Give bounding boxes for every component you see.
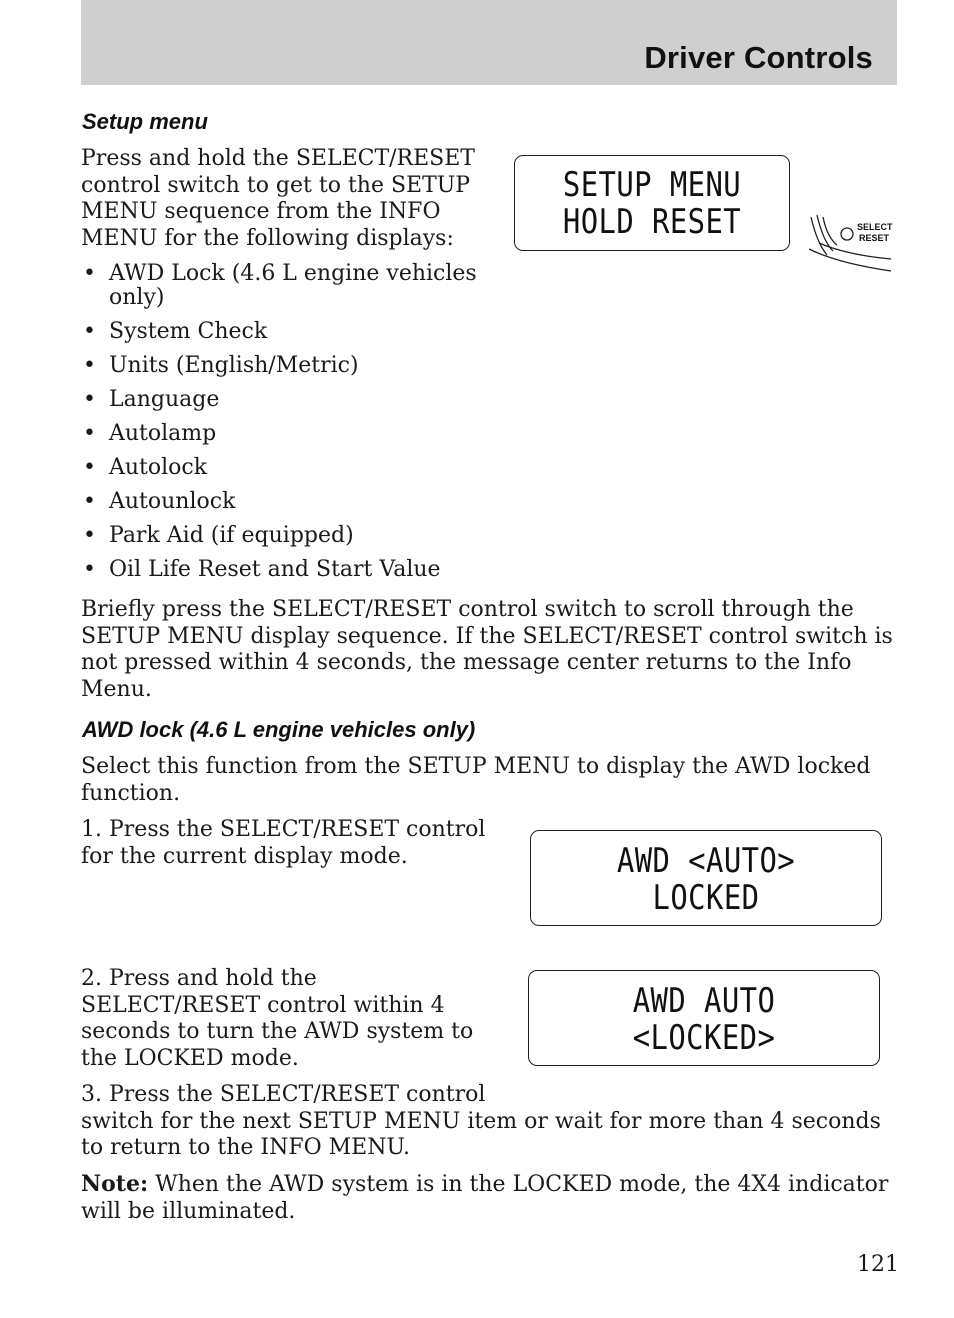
display-line-1: AWD <AUTO>: [616, 841, 796, 881]
list-item: • Language: [81, 388, 501, 412]
select-reset-button-icon: [841, 228, 853, 240]
display-line-1: AWD AUTO: [632, 981, 776, 1021]
note-label: Note:: [81, 1171, 149, 1197]
awd-step-1: 1. Press the SELECT/RESET control for the current display mode.: [81, 817, 486, 869]
list-item: • Oil Life Reset and Start Value: [81, 558, 501, 582]
awd-auto-display: [530, 830, 882, 926]
display-line-2: HOLD RESET: [562, 202, 742, 242]
list-item: • Park Aid (if equipped): [81, 524, 501, 548]
awd-step-3-first-line: 3. Press the SELECT/RESET control: [81, 1082, 486, 1107]
note-text: When the AWD system is in the LOCKED mode, the 4X4 indicator will be illuminated.: [81, 1172, 889, 1224]
switch-label-reset: RESET: [859, 233, 890, 243]
awd-step-3-rest: switch for the next SETUP MENU item or wait for more than 4 seconds to return to the INFO MENU.: [81, 1108, 881, 1160]
awd-step-2: 2. Press and hold the SELECT/RESET control within 4 seconds to turn the AWD system to the LOCKED mode.: [81, 966, 474, 1071]
page-number: 121: [857, 1252, 899, 1277]
setup-menu-heading: Setup menu: [82, 109, 208, 134]
list-item: • Autolock: [81, 456, 501, 480]
awd-lock-heading: AWD lock (4.6 L engine vehicles only): [82, 717, 476, 742]
list-item: • Autolamp: [81, 422, 501, 446]
setup-menu-intro: Press and hold the SELECT/RESET control switch to get to the SETUP MENU sequence from the INFO MENU for the following displays:: [81, 146, 475, 251]
display-line-2: LOCKED: [652, 878, 760, 918]
setup-menu-scroll-text: Briefly press the SELECT/RESET control switch to scroll through the SETUP MENU display sequence. If the SELECT/RESET control switch is not pressed within 4 seconds, the message center returns to the Info Menu.: [81, 597, 893, 702]
setup-menu-list: [81, 262, 501, 592]
select-reset-switch-illustration: [797, 213, 897, 275]
list-item: • System Check: [81, 320, 501, 344]
awd-step-3: [81, 1082, 897, 1162]
awd-locked-display: [528, 970, 880, 1066]
list-item: • AWD Lock (4.6 L engine vehicles only): [81, 262, 501, 310]
display-line-2: <LOCKED>: [632, 1018, 776, 1058]
awd-lock-intro: Select this function from the SETUP MENU to display the AWD locked function.: [81, 754, 871, 806]
page-section-title: Driver Controls: [644, 40, 873, 75]
display-line-1: SETUP MENU: [562, 165, 742, 205]
list-item: • Units (English/Metric): [81, 354, 501, 378]
awd-note: [81, 1171, 897, 1225]
list-item: • Autounlock: [81, 490, 501, 514]
switch-label-select: SELECT: [857, 222, 893, 232]
header-band: [81, 0, 897, 85]
setup-menu-display: [514, 155, 790, 251]
